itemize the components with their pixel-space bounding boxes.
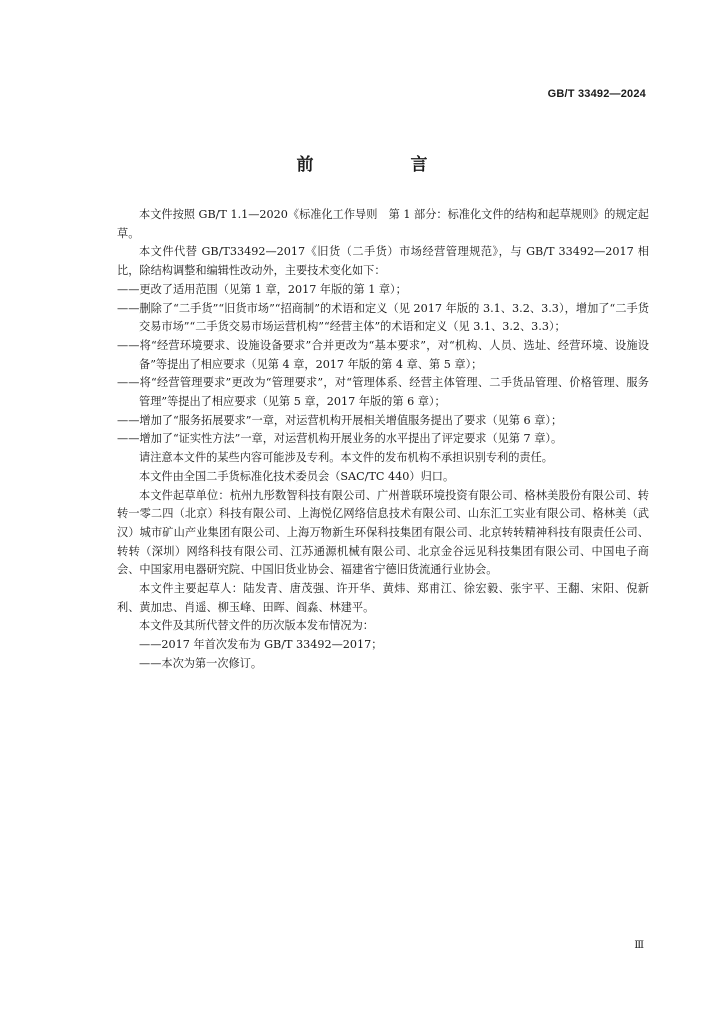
paragraph-replacement: 本文件代替 GB/T33492—2017《旧货（二手货）市场经营管理规范》，与 GB/T 33492—2017 相比，除结构调整和编辑性改动外，主要技术变化如下： [117, 245, 649, 278]
patent-notice: 请注意本文件的某些内容可能涉及专利。本文件的发布机构不承担识别专利的责任。 [139, 451, 553, 465]
committee-statement: 本文件由全国二手货标准化技术委员会（SAC/TC 440）归口。 [139, 469, 455, 483]
change-item: ——更改了适用范围（见第 1 章，2017 年版的第 1 章）； [117, 282, 407, 296]
page-title: 前 言 [296, 155, 468, 175]
paragraph-drafting-rules: 本文件按照 GB/T 1.1—2020《标准化工作导则 第 1 部分：标准化文件的结构和起草规则》的规定起草。 [117, 208, 649, 240]
history-item: ——本次为第一次修订。 [139, 656, 263, 670]
foreword-body [117, 206, 649, 674]
drafting-units: 本文件起草单位：杭州九彤数智科技有限公司、广州普联环境投资有限公司、格林美股份有限公司、转转一零二四（北京）科技有限公司、上海悦亿网络信息技术有限公司、山东汇工实业有限公司、格林美（武汉）城市矿山产业集团有限公司、上海万物新生环保科技集团有限公司、北京转转精神科技有限责任公司、转转（深圳）网络科技有限公司、江苏通源机械有限公司、北京金谷远见科技集团有限公司、中国电子商会、中国家用电器研究院、中国旧货业协会、福建省宁德旧货流通行业协会。 [117, 488, 649, 577]
drafters: 本文件主要起草人：陆发青、唐茂强、许开华、黄炜、郑甫江、徐宏毅、张宇平、王翻、宋阳、倪新利、黄加忠、肖遥、柳玉峰、田晖、阎淼、林建平。 [117, 582, 649, 614]
change-item: ——将“经营环境要求、设施设备要求”合并更改为“基本要求”，对“机构、人员、选址、经营环境、设施设备”等提出了相应要求（见第 4 章，2017 年版的第 4 章、第 5 章）； [117, 338, 649, 371]
standard-code: GB/T 33492—2024 [547, 88, 646, 100]
change-item: ——删除了“二手货”“旧货市场”“招商制”的术语和定义（见 2017 年版的 3.1、3.2、3.3），增加了“二手货交易市场”“二手货交易市场运营机构”“经营主体”的术语和定义（见 3.1、3.2、3.3）； [117, 301, 649, 334]
page-number: Ⅲ [634, 940, 644, 951]
history-intro: 本文件及其所代替文件的历次版本发布情况为： [139, 619, 374, 633]
history-item: ——2017 年首次发布为 GB/T 33492—2017； [139, 638, 383, 652]
change-item: ——增加了“证实性方法”一章，对运营机构开展业务的水平提出了评定要求（见第 7 章）。 [117, 432, 563, 446]
change-item: ——增加了“服务拓展要求”一章，对运营机构开展相关增值服务提出了要求（见第 6 章）； [117, 413, 563, 427]
change-item: ——将“经营管理要求”更改为“管理要求”，对“管理体系、经营主体管理、二手货品管理、价格管理、服务管理”等提出了相应要求（见第 5 章，2017 年版的第 6 章）； [117, 376, 649, 409]
